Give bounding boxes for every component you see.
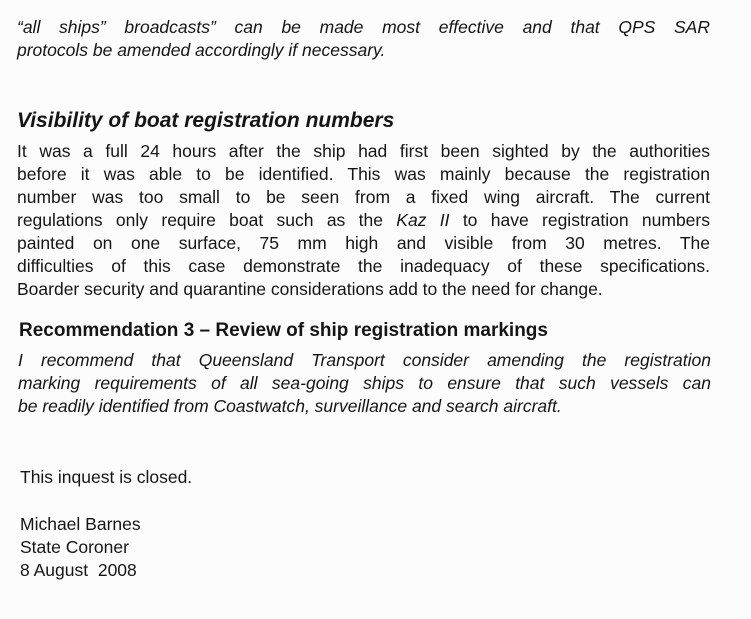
section-line-6: difficulties of this case demonstrate the inadequacy of these specifications.: [17, 256, 710, 276]
recommendation-line-3: be readily identified from Coastwatch, surveillance and search aircraft.: [18, 396, 562, 416]
intro-line-2: protocols be amended accordingly if necessary.: [17, 40, 386, 60]
section-line-5: painted on one surface, 75 mm high and visible from 30 metres. The: [17, 233, 710, 253]
signatory-title: State Coroner: [20, 537, 129, 557]
line-4-pre: regulations only require boat such as the: [17, 210, 397, 230]
vessel-name: Kaz II: [396, 210, 450, 230]
section-line-1: It was a full 24 hours after the ship had first been sighted by the authorities: [17, 141, 710, 161]
recommendation-line-2: marking requirements of all sea-going ships to ensure that such vessels can: [18, 373, 711, 393]
section-line-7: Boarder security and quarantine considerations add to the need for change.: [17, 279, 603, 299]
section-heading: Visibility of boat registration numbers: [17, 109, 395, 132]
recommendation-line-1: I recommend that Queensland Transport consider amending the registration: [18, 350, 711, 370]
line-4-post: to have registration numbers: [449, 210, 710, 230]
recommendation-heading: Recommendation 3 – Review of ship registration markings: [19, 320, 548, 341]
section-line-4: [17, 209, 710, 232]
section-line-3: number was too small to be seen from a fixed wing aircraft. The current: [17, 187, 710, 207]
section-line-2: before it was able to be identified. This was mainly because the registration: [17, 164, 710, 184]
section-paragraph: [17, 140, 710, 301]
closing-statement: This inquest is closed.: [20, 467, 193, 487]
recommendation-paragraph: [18, 349, 711, 418]
signatory-name: Michael Barnes: [20, 514, 141, 534]
intro-line-1: “all ships” broadcasts” can be made most effective and that QPS SAR: [17, 17, 710, 37]
intro-paragraph: [17, 16, 710, 62]
closing-date: 8 August 2008: [20, 560, 137, 580]
